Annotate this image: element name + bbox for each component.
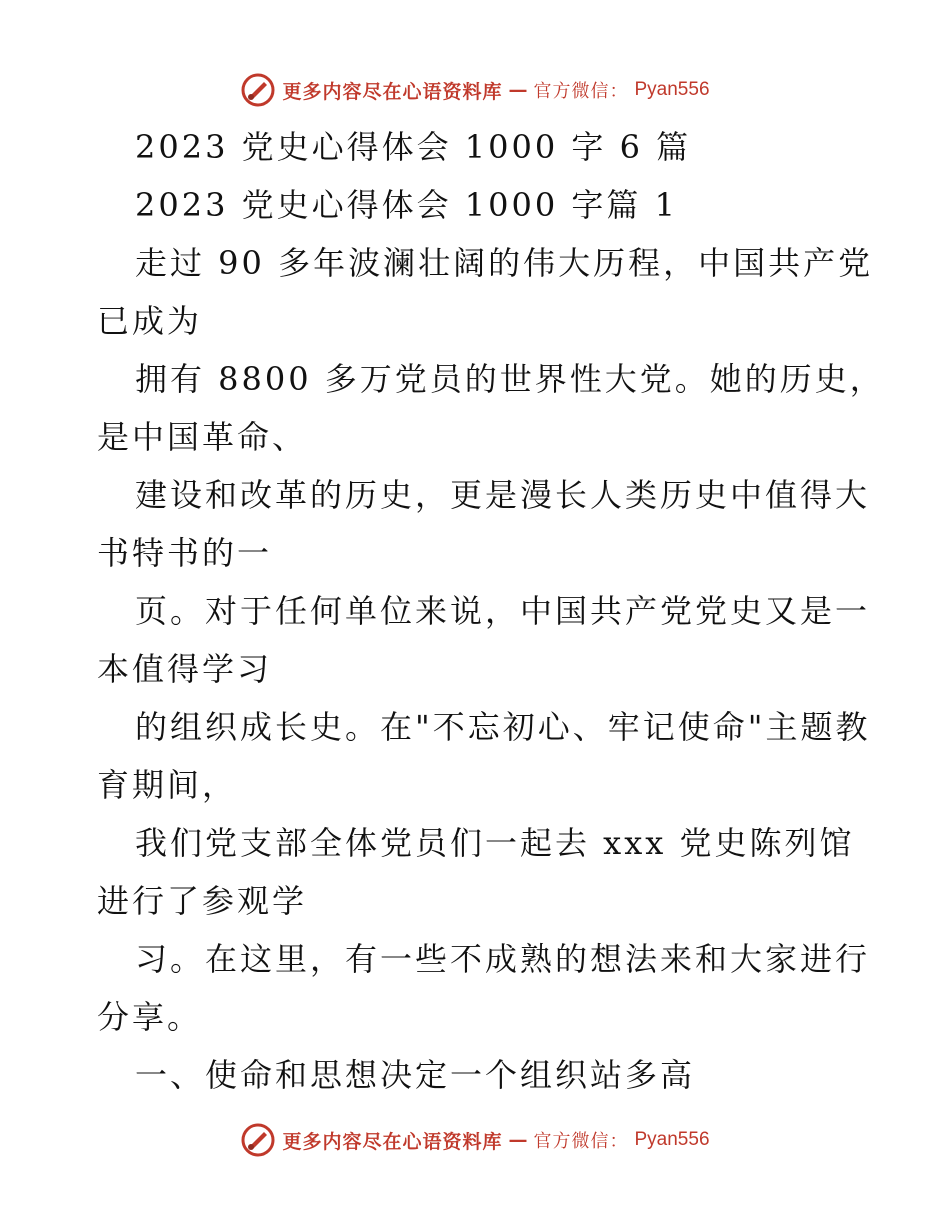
- body-line: 已成为: [97, 302, 203, 340]
- body-line: 育期间，: [97, 766, 238, 804]
- body-line: 的组织成长史。在"不忘初心、牢记使命"主题教: [135, 708, 871, 746]
- document-body: [97, 118, 885, 1104]
- body-line: 走过 90 多年波澜壮阔的伟大历程，中国共产党: [135, 244, 874, 282]
- body-line: 本值得学习: [97, 650, 273, 688]
- footer-banner: [0, 1120, 950, 1160]
- body-line: 页。对于任何单位来说，中国共产党党史又是一: [135, 592, 871, 630]
- body-line: 进行了参观学: [97, 882, 308, 920]
- header-banner: [0, 70, 950, 110]
- footer-wechat-id: Pyan556: [634, 1129, 710, 1150]
- header-wechat-label: 官方微信：: [533, 81, 629, 102]
- footer-slogan: 更多内容尽在心语资料库: [282, 1130, 503, 1153]
- body-line: 习。在这里，有一些不成熟的想法来和大家进行: [135, 940, 871, 978]
- body-line: 分享。: [97, 998, 203, 1036]
- section-heading: 一、使命和思想决定一个组织站多高: [135, 1056, 696, 1094]
- footer-dash: —: [508, 1129, 528, 1151]
- document-title: 2023 党史心得体会 1000 字 6 篇: [135, 128, 692, 166]
- brand-logo-icon: [240, 1122, 276, 1158]
- header-dash: —: [508, 79, 528, 101]
- body-line: 我们党支部全体党员们一起去 xxx 党史陈列馆: [135, 824, 855, 862]
- body-line: 拥有 8800 多万党员的世界性大党。她的历史，: [135, 360, 885, 398]
- body-line: 是中国革命、: [97, 418, 308, 456]
- footer-wechat-label: 官方微信：: [533, 1131, 629, 1152]
- brand-logo-icon: [240, 72, 276, 108]
- body-line: 书特书的一: [97, 534, 273, 572]
- header-wechat-id: Pyan556: [634, 79, 710, 100]
- body-line: 建设和改革的历史，更是漫长人类历史中值得大: [135, 476, 871, 514]
- header-slogan: 更多内容尽在心语资料库: [282, 80, 503, 103]
- section-title: 2023 党史心得体会 1000 字篇 1: [135, 186, 678, 224]
